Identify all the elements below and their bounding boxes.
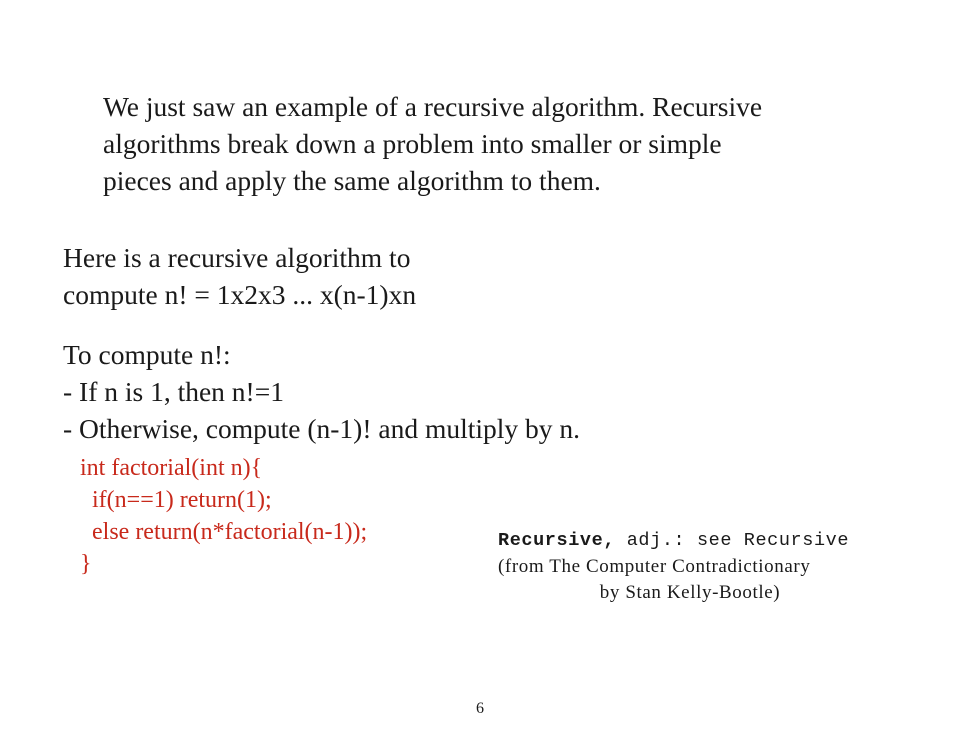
- factorial-intro-line: Here is a recursive algorithm to: [63, 242, 411, 273]
- intro-paragraph: [103, 88, 883, 199]
- code-line: else return(n*factorial(n-1));: [80, 519, 368, 545]
- code-line: int factorial(int n){: [80, 455, 263, 481]
- quote-definition-text: adj.: see Recursive: [615, 530, 850, 551]
- intro-line: algorithms break down a problem into smaller or simple: [103, 128, 722, 159]
- intro-line: pieces and apply the same algorithm to them.: [103, 165, 601, 196]
- intro-line: We just saw an example of a recursive algorithm. Recursive: [103, 91, 763, 122]
- quote-definition: [498, 528, 882, 554]
- humor-quote: [498, 528, 882, 606]
- factorial-intro-line: compute n! = 1x2x3 ... x(n-1)xn: [63, 279, 417, 310]
- code-snippet: [80, 452, 367, 580]
- quote-source: (from The Computer Contradictionary: [498, 556, 811, 577]
- code-line: }: [80, 551, 92, 577]
- factorial-intro: [63, 239, 416, 313]
- code-line: if(n==1) return(1);: [80, 487, 272, 513]
- page-number: 6: [476, 700, 484, 717]
- step-recursive-case: - Otherwise, compute (n-1)! and multiply by n.: [63, 413, 581, 444]
- step-base-case: - If n is 1, then n!=1: [63, 376, 284, 407]
- quote-term: Recursive,: [498, 530, 616, 551]
- steps-heading: To compute n!:: [63, 339, 231, 370]
- quote-author: by Stan Kelly-Bootle): [599, 582, 781, 603]
- algorithm-steps: [63, 336, 580, 447]
